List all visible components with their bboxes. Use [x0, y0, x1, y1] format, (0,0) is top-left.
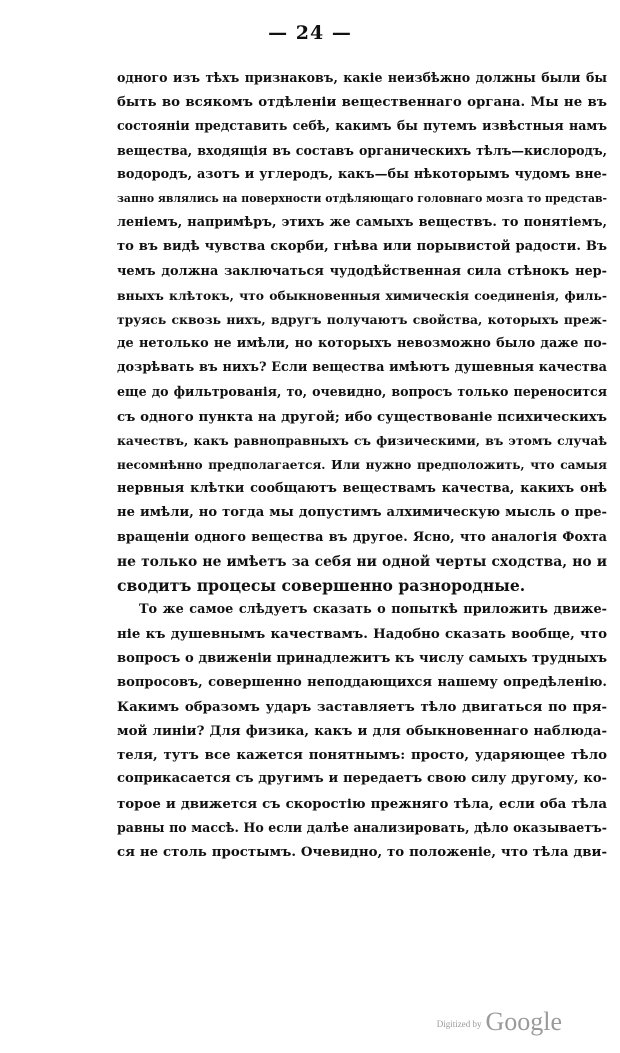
text-line: ніе къ душевнымъ качествамъ. Надобно сказать вообще, что: [117, 626, 607, 643]
text-line: чемъ должна заключаться чудодѣйственная сила стѣнокъ нер-: [117, 263, 607, 279]
digitized-watermark: [437, 1007, 562, 1037]
text-line: равны по массѣ. Но если далѣе анализировать, дѣло оказываетъ-: [117, 819, 607, 835]
text-line: не только не имѣетъ за себя ни одной черты сходства, но и: [117, 553, 607, 570]
text-line: сводитъ процесы совершенно разнородные.: [117, 575, 526, 595]
text-line: вопросовъ, совершенно неподдающихся нашему опредѣленію.: [117, 674, 607, 690]
text-line: состояніи представить себѣ, какимъ бы путемъ извѣстныя намъ: [117, 118, 607, 134]
text-line: водородъ, азотъ и углеродъ, какъ—бы нѣкоторымъ чудомъ вне-: [117, 166, 607, 182]
text-line: ся не столь простымъ. Очевидно, то положеніе, что тѣла дви-: [117, 844, 607, 860]
text-line: качествъ, какъ равноправныхъ съ физическими, въ этомъ случаѣ: [117, 432, 607, 448]
text-line: вныхъ клѣтокъ, что обыкновенныя химическія соединенія, филь-: [117, 287, 607, 303]
text-line: вещества, входящія въ составъ органическихъ тѣлъ—кислородъ,: [117, 142, 607, 158]
text-line: труясь сквозь нихъ, вдругъ получаютъ свойства, которыхъ преж-: [117, 311, 607, 327]
text-line: запно являлись на поверхности отдѣляющаго головнаго мозга то представ-: [117, 191, 607, 205]
text-line: быть во всякомъ отдѣленіи вещественнаго органа. Мы не въ: [117, 94, 607, 111]
text-line: одного изъ тѣхъ признаковъ, какіе неизбѣжно должны были бы: [117, 70, 607, 85]
text-line: торое и движется съ скоростію прежняго тѣла, если оба тѣла: [117, 795, 607, 812]
text-line: Какимъ образомъ ударъ заставляетъ тѣло двигаться по пря-: [117, 698, 607, 715]
body-text: [117, 66, 607, 864]
text-line: то въ видѣ чувства скорби, гнѣва или порывистой радости. Въ: [117, 239, 607, 255]
digitized-label: Digitized by: [436, 1019, 482, 1029]
google-logo: Google: [485, 1007, 562, 1036]
text-line: еще до фильтрованія, то, очевидно, вопросъ только переносится: [117, 384, 607, 400]
text-line: вопросъ о движеніи принадлежитъ къ числу самыхъ трудныхъ: [117, 650, 607, 666]
text-line: нервныя клѣтки сообщаютъ веществамъ качества, какихъ онѣ: [117, 481, 607, 497]
text-line: вращеніи одного вещества въ другое. Ясно, что аналогія Фохта: [117, 529, 607, 545]
text-line: дозрѣвать въ нихъ? Если вещества имѣютъ душевныя качества: [117, 360, 607, 376]
text-line: мой линіи? Для физика, какъ и для обыкновеннаго наблюда-: [117, 723, 607, 740]
page-number: — 24 —: [268, 22, 352, 44]
text-line: леніемъ, напримѣръ, этихъ же самыхъ веществъ. то понятіемъ,: [117, 215, 607, 231]
text-line: де нетолько не имѣли, но которыхъ невозможно было даже по-: [117, 336, 607, 352]
text-line: То же самое слѣдуетъ сказать о попыткѣ приложить движе-: [139, 602, 607, 618]
text-line: съ одного пункта на другой; ибо существованіе психическихъ: [117, 408, 607, 425]
text-line: не имѣли, но тогда мы допустимъ алхимическую мысль о пре-: [117, 505, 607, 521]
text-line: несомнѣнно предполагается. Или нужно предположить, что самыя: [117, 458, 607, 472]
text-line: соприкасается съ другимъ и передаетъ свою силу другому, ко-: [117, 771, 607, 787]
text-line: теля, тутъ все кажется понятнымъ: просто, ударяющее тѣло: [117, 747, 607, 764]
